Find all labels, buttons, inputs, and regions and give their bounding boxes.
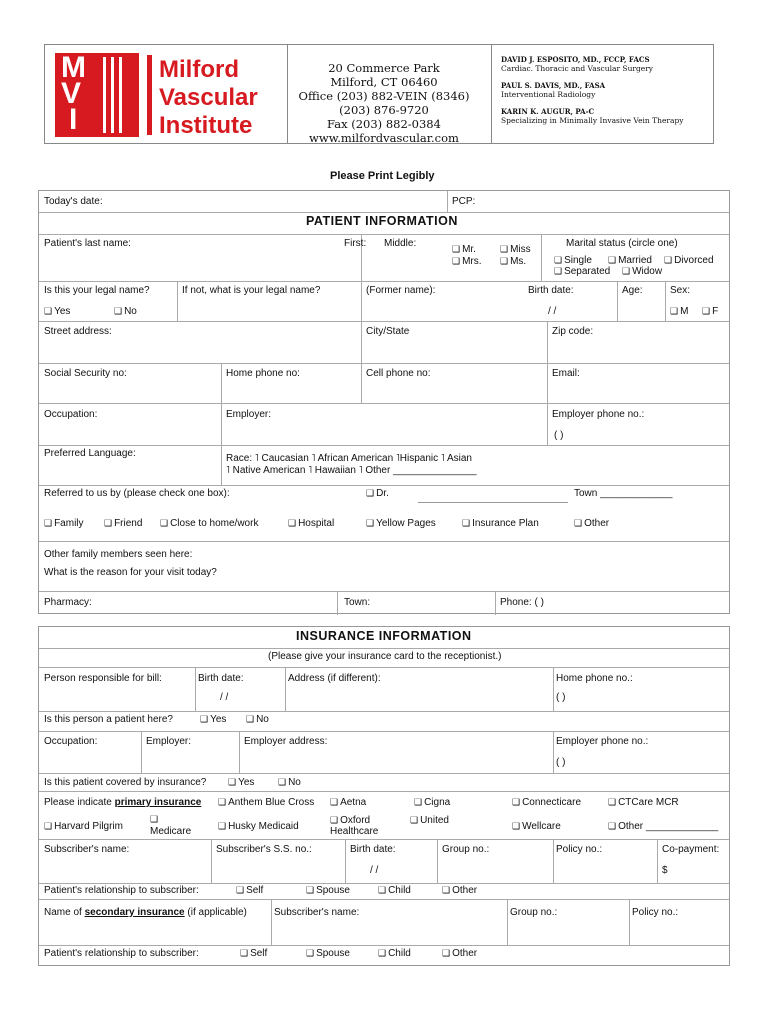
last-name-field[interactable]: Patient's last name:: [44, 238, 131, 249]
secondary-group-no-field[interactable]: Group no.:: [510, 907, 558, 918]
secondary-insurance-underlined: secondary insurance: [84, 907, 185, 918]
doctor-name: PAUL S. DAVIS, MD., FASA: [501, 81, 606, 90]
responsible-home-phone-field[interactable]: Home phone no.:: [556, 673, 633, 684]
doctor-role: Cardiac. Thoracic and Vascular Surgery: [501, 64, 654, 73]
pharmacy-field[interactable]: Pharmacy:: [44, 597, 92, 608]
home-phone-field[interactable]: Home phone no:: [226, 368, 300, 379]
secondary-self-checkbox[interactable]: ❑ Self: [240, 948, 267, 959]
legal-name-question: Is this your legal name?: [44, 285, 150, 296]
address-line: 20 Commerce Park: [328, 61, 440, 75]
relationship-self-checkbox[interactable]: ❑ Self: [236, 885, 263, 896]
subscriber-name-field[interactable]: Subscriber's name:: [44, 844, 130, 855]
subscriber-birth-date-slashes: / /: [370, 865, 379, 876]
secondary-insurance-prefix: Name of: [44, 907, 85, 918]
doctor-list: [501, 55, 711, 125]
print-note: Please Print Legibly: [330, 170, 435, 182]
secondary-insurance-label: [44, 907, 247, 918]
other-insurance-checkbox[interactable]: ❑ Other _____________: [608, 821, 718, 832]
copayment-dollar: $: [662, 865, 668, 876]
secondary-other-checkbox[interactable]: ❑ Other: [442, 948, 477, 959]
sex-m-checkbox[interactable]: ❑ M: [670, 306, 688, 317]
covered-yes-checkbox[interactable]: ❑ Yes: [228, 777, 254, 788]
wellcare-checkbox[interactable]: ❑ Wellcare: [512, 821, 561, 832]
mrs-checkbox[interactable]: ❑ Mrs.: [452, 256, 482, 267]
secondary-relationship-label: Patient's relationship to subscriber:: [44, 948, 199, 959]
visit-reason-field[interactable]: What is the reason for your visit today?: [44, 567, 217, 578]
zip-code-field[interactable]: Zip code:: [552, 326, 594, 337]
cell-phone-field[interactable]: Cell phone no:: [366, 368, 431, 379]
referred-dr-checkbox[interactable]: ❑ Dr.: [366, 488, 389, 499]
is-patient-question: Is this person a patient here?: [44, 714, 173, 725]
is-patient-yes-checkbox[interactable]: ❑ Yes: [200, 714, 226, 725]
legal-yes-checkbox[interactable]: ❑ Yes: [44, 306, 70, 317]
aetna-checkbox[interactable]: ❑ Aetna: [330, 797, 366, 808]
primary-insurance-label: [44, 797, 201, 808]
ms-checkbox[interactable]: ❑ Ms.: [500, 256, 526, 267]
race-options-line1[interactable]: Race: ˥ Caucasian ˥ African American ˥Hispanic ˥ Asian: [226, 453, 472, 464]
age-field[interactable]: Age:: [622, 285, 643, 296]
cigna-checkbox[interactable]: ❑ Cigna: [414, 797, 450, 808]
address-line: Milford, CT 06460: [330, 75, 438, 89]
todays-date-field[interactable]: Today's date:: [44, 196, 103, 207]
street-address-field[interactable]: Street address:: [44, 326, 112, 337]
logo-word-milford: Milford: [159, 56, 239, 83]
employer-phone-paren: ( ): [554, 430, 564, 441]
marital-status-label: Marital status (circle one): [566, 238, 678, 249]
secondary-subscriber-name-field[interactable]: Subscriber's name:: [274, 907, 360, 918]
relationship-label: Patient's relationship to subscriber:: [44, 885, 199, 896]
logo: [55, 53, 139, 137]
medicare-label: Medicare: [150, 826, 192, 837]
employer-phone-field[interactable]: Employer phone no.:: [552, 409, 645, 420]
referred-family-checkbox[interactable]: ❑ Family: [44, 518, 84, 529]
occupation-field[interactable]: Occupation:: [44, 409, 98, 420]
oxford-checkbox[interactable]: ❑ Oxford: [330, 815, 370, 826]
harvard-pilgrim-checkbox[interactable]: ❑ Harvard Pilgrim: [44, 821, 123, 832]
birth-date-field[interactable]: Birth date:: [528, 285, 574, 296]
referred-friend-checkbox[interactable]: ❑ Friend: [104, 518, 142, 529]
birth-date-slashes: / /: [548, 306, 557, 317]
address-line: Fax (203) 882-0384: [327, 117, 441, 131]
miss-checkbox[interactable]: ❑ Miss: [500, 244, 531, 255]
middle-name-field[interactable]: Middle:: [384, 238, 417, 249]
covered-no-checkbox[interactable]: ❑ No: [278, 777, 301, 788]
address-if-different-field[interactable]: Address (if different):: [288, 673, 381, 684]
letterhead: [44, 44, 714, 144]
website: www.milfordvascular.com: [309, 131, 459, 145]
pharmacy-town-field[interactable]: Town:: [344, 597, 371, 608]
doctor-role: Specializing in Minimally Invasive Vein Therapy: [501, 116, 684, 125]
connecticare-checkbox[interactable]: ❑ Connecticare: [512, 797, 581, 808]
referred-yellow-pages-checkbox[interactable]: ❑ Yellow Pages: [366, 518, 436, 529]
logo-word-vascular: Vascular: [159, 84, 258, 111]
secondary-insurance-suffix: (if applicable): [184, 907, 247, 918]
ins-employer-phone-field[interactable]: Employer phone no.:: [556, 736, 649, 747]
ins-employer-phone-paren: ( ): [556, 757, 566, 768]
medicare-checkbox-icon[interactable]: ❑: [150, 814, 159, 824]
secondary-spouse-checkbox[interactable]: ❑ Spouse: [306, 948, 350, 959]
secondary-child-checkbox[interactable]: ❑ Child: [378, 948, 411, 959]
logo-letter-m: M: [61, 51, 86, 84]
primary-insurance-underlined: primary insurance: [114, 797, 202, 808]
ins-employer-field[interactable]: Employer:: [146, 736, 192, 747]
ssn-field[interactable]: Social Security no:: [44, 368, 127, 379]
preferred-language-field[interactable]: Preferred Language:: [44, 448, 136, 459]
anthem-checkbox[interactable]: ❑ Anthem Blue Cross: [218, 797, 314, 808]
ctcare-checkbox[interactable]: ❑ CTCare MCR: [608, 797, 679, 808]
if-not-legal-name-field[interactable]: If not, what is your legal name?: [182, 285, 321, 296]
secondary-policy-no-field[interactable]: Policy no.:: [632, 907, 679, 918]
employer-address-field[interactable]: Employer address:: [244, 736, 328, 747]
covered-question: Is this patient covered by insurance?: [44, 777, 207, 788]
pharmacy-phone-field[interactable]: Phone: ( ): [500, 597, 544, 608]
legal-no-checkbox[interactable]: ❑ No: [114, 306, 137, 317]
referred-insurance-plan-checkbox[interactable]: ❑ Insurance Plan: [462, 518, 539, 529]
address-line: (203) 876-9720: [339, 103, 429, 117]
referred-close-home-checkbox[interactable]: ❑ Close to home/work: [160, 518, 258, 529]
mr-checkbox[interactable]: ❑ Mr.: [452, 244, 476, 255]
referred-hospital-checkbox[interactable]: ❑ Hospital: [288, 518, 334, 529]
logo-word-institute: Institute: [159, 112, 253, 139]
sex-label: Sex:: [670, 285, 691, 296]
person-responsible-field[interactable]: Person responsible for bill:: [44, 673, 162, 684]
pcp-field[interactable]: PCP:: [452, 196, 476, 207]
first-name-field[interactable]: First:: [344, 238, 367, 249]
sex-f-checkbox[interactable]: ❑ F: [702, 306, 718, 317]
employer-field[interactable]: Employer:: [226, 409, 272, 420]
logo-letter-v: V: [61, 77, 82, 110]
policy-no-field[interactable]: Policy no.:: [556, 844, 603, 855]
divorced-checkbox[interactable]: ❑ Divorced: [664, 255, 714, 266]
address-line: Office (203) 882-VEIN (8346): [298, 89, 470, 103]
primary-insurance-prefix: Please indicate: [44, 797, 115, 808]
doctor-role: Interventional Radiology: [501, 90, 596, 99]
referred-by-label: Referred to us by (please check one box):: [44, 488, 230, 499]
united-checkbox[interactable]: ❑ United: [410, 815, 449, 826]
clinic-address: [289, 61, 479, 145]
married-checkbox[interactable]: ❑ Married: [608, 255, 652, 266]
subscriber-birth-date-field[interactable]: Birth date:: [350, 844, 396, 855]
widow-checkbox[interactable]: ❑ Widow: [622, 266, 662, 277]
logo-letter-i: I: [69, 103, 78, 136]
separated-checkbox[interactable]: ❑ Separated: [554, 266, 610, 277]
email-field[interactable]: Email:: [552, 368, 580, 379]
copayment-field[interactable]: Co-payment:: [662, 844, 720, 855]
husky-medicaid-checkbox[interactable]: ❑ Husky Medicaid: [218, 821, 299, 832]
responsible-home-phone-paren: ( ): [556, 692, 566, 703]
patient-info-title: PATIENT INFORMATION: [306, 214, 458, 228]
oxford-label-line2: Healthcare: [330, 826, 379, 837]
single-checkbox[interactable]: ❑ Single: [554, 255, 592, 266]
is-patient-no-checkbox[interactable]: ❑ No: [246, 714, 269, 725]
town-field[interactable]: Town _____________: [574, 488, 673, 499]
insurance-info-title: INSURANCE INFORMATION: [296, 629, 472, 643]
city-state-field[interactable]: City/State: [366, 326, 410, 337]
responsible-birth-date-field[interactable]: Birth date:: [198, 673, 244, 684]
doctor-name: DAVID J. ESPOSITO, MD., FCCP, FACS: [501, 55, 650, 64]
responsible-birth-date-slashes: / /: [220, 692, 229, 703]
doctor-name: KARIN K. AUGUR, PA-C: [501, 107, 595, 116]
former-name-field[interactable]: (Former name):: [366, 285, 436, 296]
referred-other-checkbox[interactable]: ❑ Other: [574, 518, 609, 529]
relationship-other-checkbox[interactable]: ❑ Other: [442, 885, 477, 896]
relationship-child-checkbox[interactable]: ❑ Child: [378, 885, 411, 896]
relationship-spouse-checkbox[interactable]: ❑ Spouse: [306, 885, 350, 896]
group-no-field[interactable]: Group no.:: [442, 844, 490, 855]
ins-occupation-field[interactable]: Occupation:: [44, 736, 98, 747]
race-options-line2[interactable]: ˥ Native American ˥ Hawaiian ˥ Other _______________: [226, 465, 477, 476]
insurance-card-note: (Please give your insurance card to the receptionist.): [268, 651, 502, 662]
subscriber-ss-field[interactable]: Subscriber's S.S. no.:: [216, 844, 312, 855]
other-family-field[interactable]: Other family members seen here:: [44, 549, 193, 560]
